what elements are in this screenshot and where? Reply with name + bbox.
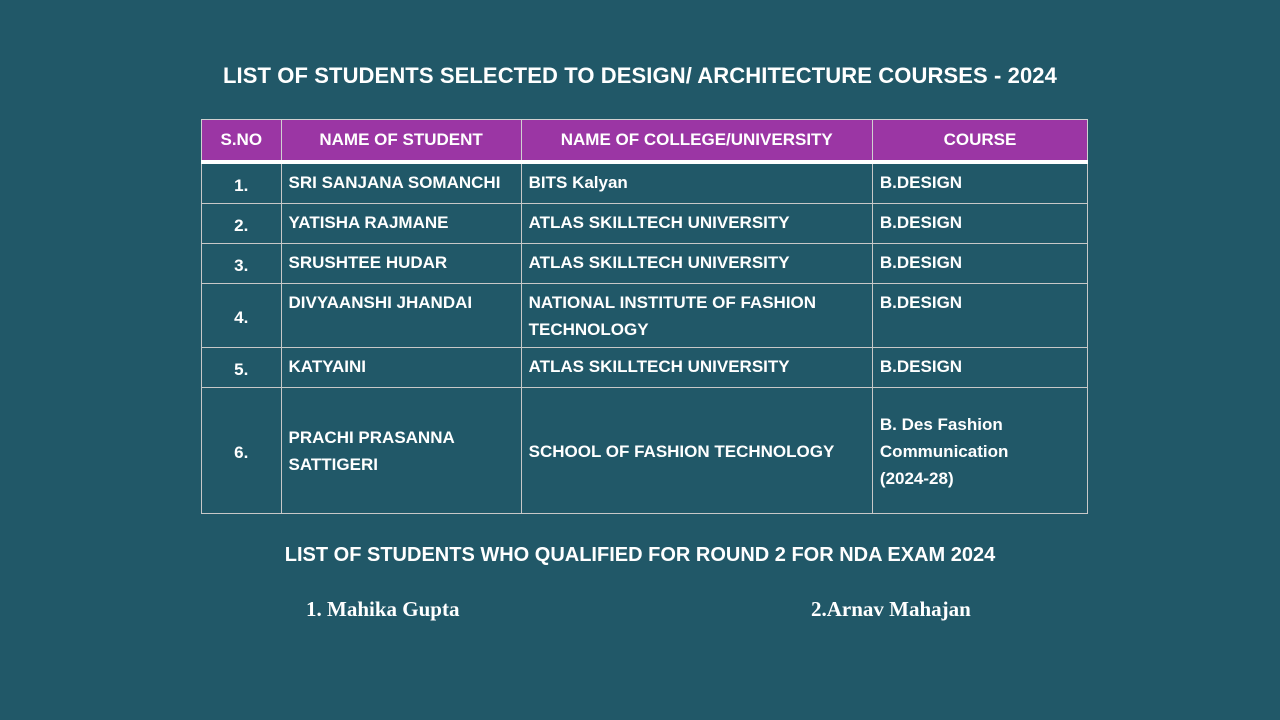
table-row: [202, 284, 1088, 348]
row-sno: 4.: [202, 284, 282, 348]
table-row: [202, 348, 1088, 388]
row-course: B.DESIGN: [872, 348, 1087, 388]
student-name-line: PRACHI PRASANNA: [288, 428, 455, 447]
row-college: ATLAS SKILLTECH UNIVERSITY: [521, 348, 872, 388]
row-student-name: SRI SANJANA SOMANCHI: [281, 162, 521, 204]
header-sno: S.NO: [202, 120, 282, 163]
header-college: NAME OF COLLEGE/UNIVERSITY: [521, 120, 872, 163]
row-sno: 6.: [202, 388, 282, 514]
row-course: B.DESIGN: [872, 284, 1087, 348]
college-line: NATIONAL INSTITUTE OF FASHION: [528, 293, 817, 312]
nda-section-title: LIST OF STUDENTS WHO QUALIFIED FOR ROUND 2 FOR NDA EXAM 2024: [284, 544, 996, 566]
table-row: [202, 162, 1088, 204]
students-table: [201, 119, 1088, 514]
row-college: [521, 284, 872, 348]
page-title: LIST OF STUDENTS SELECTED TO DESIGN/ ARCHITECTURE COURSES - 2024: [223, 63, 1057, 88]
table-row: [202, 244, 1088, 284]
table-row: [202, 204, 1088, 244]
row-course: [872, 388, 1087, 514]
table-header-row: [202, 120, 1088, 163]
row-student-name: [281, 388, 521, 514]
row-college: ATLAS SKILLTECH UNIVERSITY: [521, 244, 872, 284]
row-student-name: DIVYAANSHI JHANDAI: [281, 284, 521, 348]
header-course: COURSE: [872, 120, 1087, 163]
row-sno: 3.: [202, 244, 282, 284]
row-course: B.DESIGN: [872, 204, 1087, 244]
nda-student-name: 2.Arnav Mahajan: [811, 597, 971, 621]
row-college: ATLAS SKILLTECH UNIVERSITY: [521, 204, 872, 244]
row-student-name: SRUSHTEE HUDAR: [281, 244, 521, 284]
row-sno: 1.: [202, 162, 282, 204]
row-student-name: KATYAINI: [281, 348, 521, 388]
student-name-line: SATTIGERI: [288, 455, 378, 474]
table-row: [202, 388, 1088, 514]
header-student-name: NAME OF STUDENT: [281, 120, 521, 163]
row-sno: 2.: [202, 204, 282, 244]
nda-student-name: 1. Mahika Gupta: [306, 597, 460, 621]
row-course: B.DESIGN: [872, 162, 1087, 204]
row-student-name: YATISHA RAJMANE: [281, 204, 521, 244]
college-line: TECHNOLOGY: [528, 320, 649, 339]
course-line: (2024-28): [879, 468, 954, 488]
row-course: B.DESIGN: [872, 244, 1087, 284]
course-line: B. Des Fashion: [879, 414, 1003, 434]
course-line: Communication: [879, 441, 1009, 461]
row-sno: 5.: [202, 348, 282, 388]
row-college: SCHOOL OF FASHION TECHNOLOGY: [521, 388, 872, 514]
row-college: BITS Kalyan: [521, 162, 872, 204]
